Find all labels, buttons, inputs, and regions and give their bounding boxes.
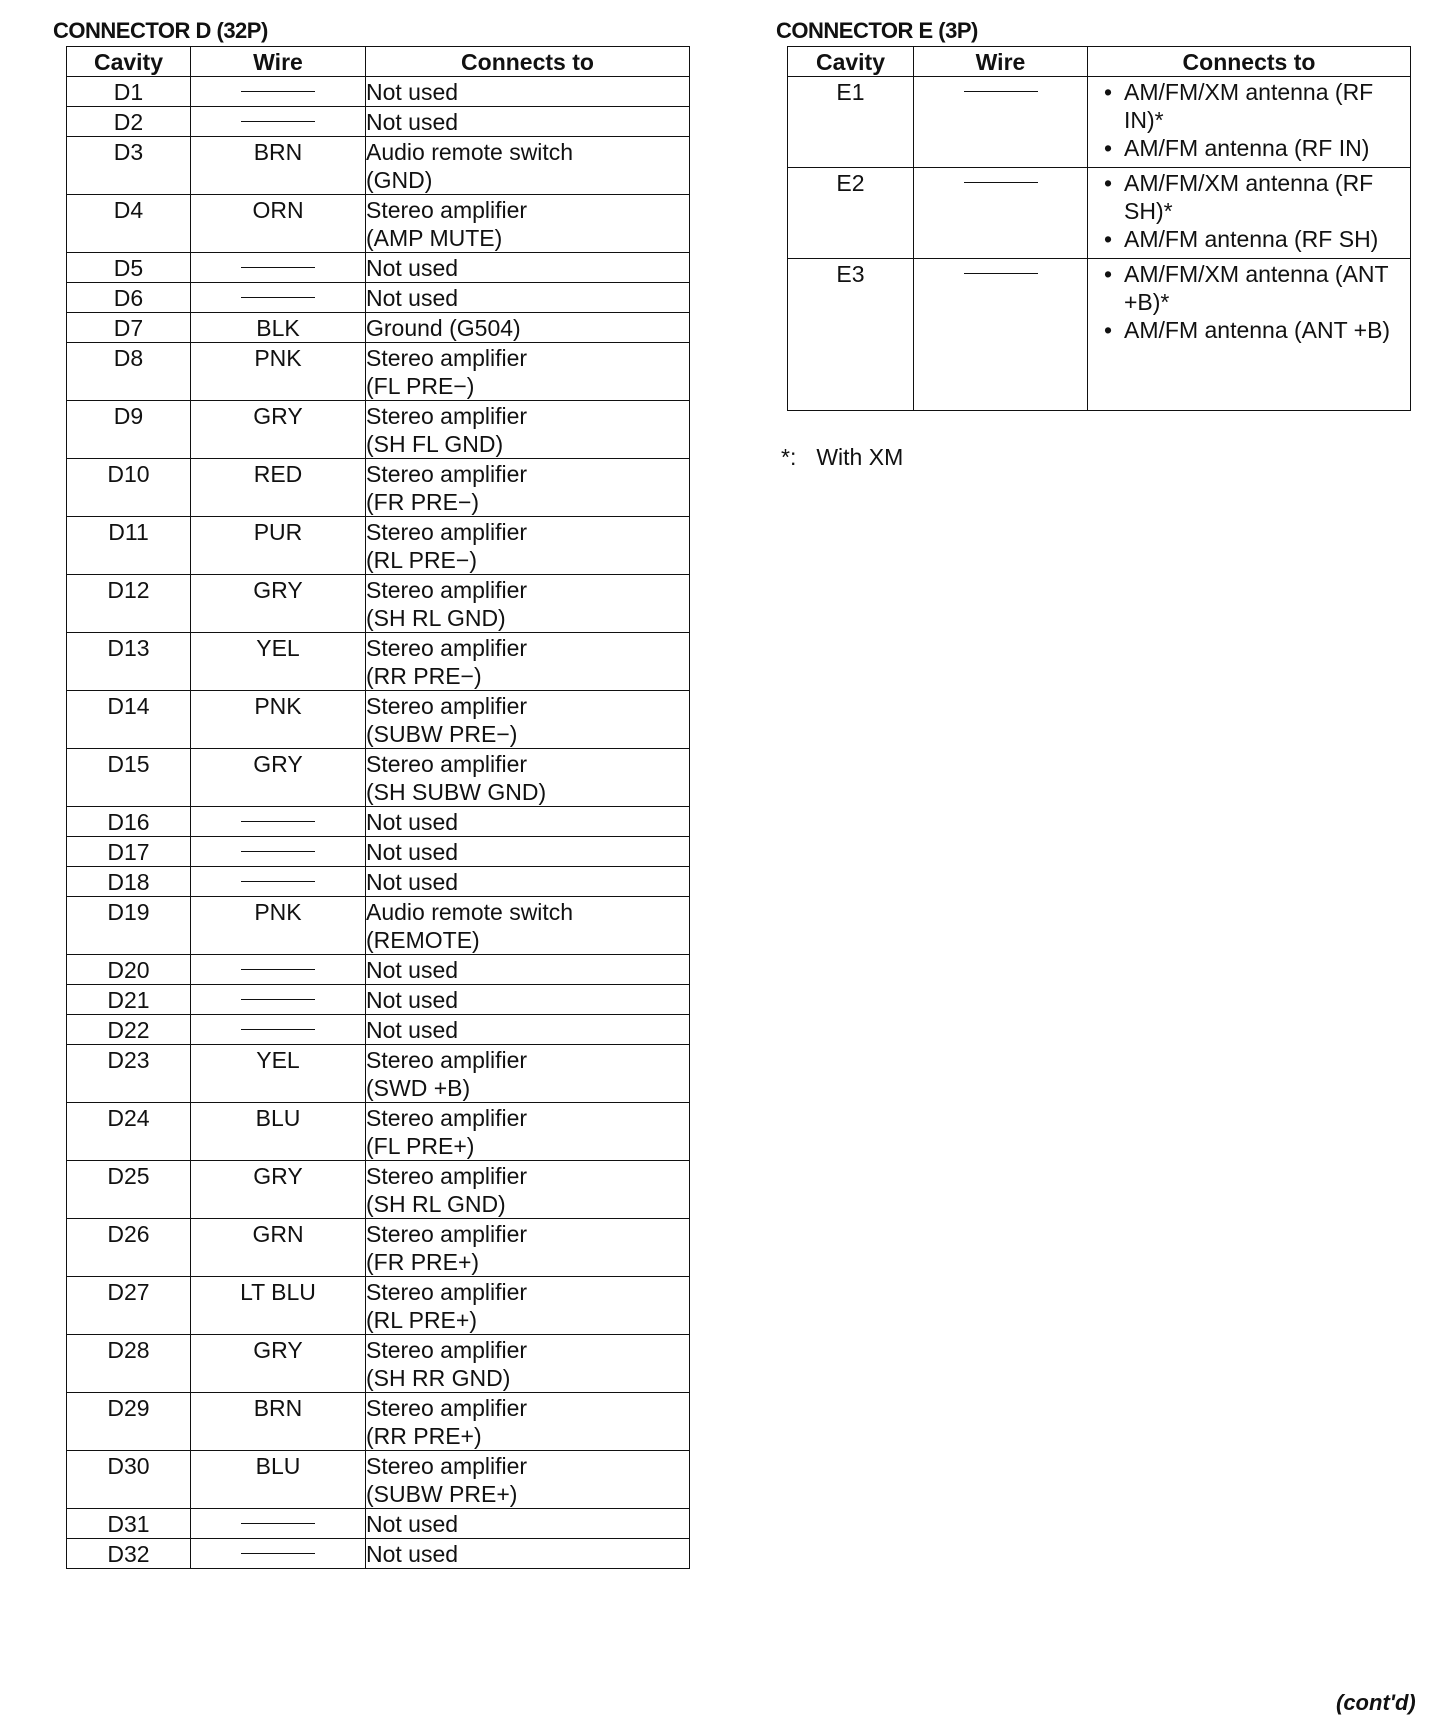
connects-to-cell: [366, 401, 690, 459]
cavity-cell: D17: [67, 837, 191, 867]
connects-to-line: (SH RL GND): [366, 605, 506, 631]
connects-to-line: Audio remote switch: [366, 899, 574, 925]
connects-to-line: Audio remote switch: [366, 139, 574, 165]
connects-to-line: Not used: [366, 1541, 459, 1567]
wire-cell: GRY: [191, 1161, 366, 1219]
wire-cell: BLU: [191, 1451, 366, 1509]
connects-to-line: (FR PRE+): [366, 1249, 480, 1275]
wire-cell: GRN: [191, 1219, 366, 1277]
table-header-row: [67, 47, 690, 77]
table-row: [67, 807, 690, 837]
cavity-cell: D8: [67, 343, 191, 401]
table-row: [67, 195, 690, 253]
table-row: [67, 749, 690, 807]
wire-cell: [191, 283, 366, 313]
cavity-cell: D23: [67, 1045, 191, 1103]
connects-to-line: Ground (G504): [366, 315, 521, 341]
connects-to-text: AM/FM antenna (RF SH): [1124, 226, 1379, 252]
connects-to-line: (FR PRE−): [366, 489, 480, 515]
connects-to-bullet: [1104, 169, 1406, 225]
connects-to-cell: [366, 691, 690, 749]
connector-e-title: CONNECTOR E (3P): [776, 18, 978, 43]
connects-to-cell: [366, 1539, 690, 1569]
cavity-cell: D1: [67, 77, 191, 107]
connects-to-cell: [366, 195, 690, 253]
connects-to-line: Stereo amplifier: [366, 1163, 528, 1189]
connects-to-bullet: [1104, 316, 1406, 344]
connects-to-line: Stereo amplifier: [366, 693, 528, 719]
table-row: [67, 1393, 690, 1451]
wire-cell: [191, 107, 366, 137]
wire-cell: PNK: [191, 343, 366, 401]
connects-to-line: (FL PRE+): [366, 1133, 475, 1159]
cavity-cell: D10: [67, 459, 191, 517]
footnote-text: With XM: [816, 444, 904, 470]
table-row: [67, 253, 690, 283]
connects-to-line: Stereo amplifier: [366, 197, 528, 223]
cavity-cell: D32: [67, 1539, 191, 1569]
connector-e-table: [787, 46, 1411, 411]
cavity-cell: D31: [67, 1509, 191, 1539]
table-row: [67, 313, 690, 343]
wire-cell: [191, 807, 366, 837]
connects-to-line: (FL PRE−): [366, 373, 475, 399]
header-cavity: Cavity: [67, 47, 191, 77]
table-row: [67, 1451, 690, 1509]
connects-to-line: (RR PRE+): [366, 1423, 482, 1449]
connects-to-cell: [366, 633, 690, 691]
cavity-cell: D30: [67, 1451, 191, 1509]
table-row: [788, 168, 1411, 259]
connects-to-line: (REMOTE): [366, 927, 480, 953]
cavity-cell: D29: [67, 1393, 191, 1451]
connects-to-cell: [366, 985, 690, 1015]
table-row: [67, 1045, 690, 1103]
table-row: [67, 283, 690, 313]
no-wire-dash: [241, 1029, 315, 1030]
cavity-cell: D24: [67, 1103, 191, 1161]
no-wire-dash: [964, 91, 1038, 92]
connects-to-cell: [366, 867, 690, 897]
connects-to-cell: [1088, 77, 1411, 168]
table-row: [67, 1015, 690, 1045]
footnote-symbol: *:: [781, 444, 797, 470]
connects-to-cell: [366, 955, 690, 985]
wire-cell: YEL: [191, 633, 366, 691]
cavity-cell: D13: [67, 633, 191, 691]
connects-to-cell: [366, 1161, 690, 1219]
wire-cell: [191, 985, 366, 1015]
wire-cell: [191, 1015, 366, 1045]
cavity-cell: D22: [67, 1015, 191, 1045]
no-wire-dash: [964, 182, 1038, 183]
no-wire-dash: [241, 851, 315, 852]
connects-to-line: Stereo amplifier: [366, 519, 528, 545]
cavity-cell: D3: [67, 137, 191, 195]
table-row: [788, 77, 1411, 168]
connects-to-cell: [366, 1509, 690, 1539]
table-row: [67, 107, 690, 137]
connects-to-cell: [366, 137, 690, 195]
connects-to-text: AM/FM/XM antenna (RF IN)*: [1124, 79, 1374, 133]
cavity-cell: D26: [67, 1219, 191, 1277]
table-header-row: [788, 47, 1411, 77]
connects-to-line: Not used: [366, 809, 459, 835]
connects-to-cell: [366, 1103, 690, 1161]
table-row: [67, 1103, 690, 1161]
connects-to-line: Stereo amplifier: [366, 1279, 528, 1305]
wire-cell: BLK: [191, 313, 366, 343]
wire-cell: PNK: [191, 897, 366, 955]
wire-cell: GRY: [191, 1335, 366, 1393]
connects-to-text: AM/FM/XM antenna (ANT +B)*: [1124, 261, 1389, 315]
continued-label: (cont'd): [1336, 1690, 1416, 1715]
table-row: [67, 955, 690, 985]
no-wire-dash: [241, 297, 315, 298]
connects-to-cell: [366, 517, 690, 575]
connects-to-bullet: [1104, 225, 1406, 253]
bullet-icon: •: [1104, 79, 1113, 105]
connects-to-line: Not used: [366, 1511, 459, 1537]
wire-cell: YEL: [191, 1045, 366, 1103]
connects-to-cell: [366, 253, 690, 283]
cavity-cell: D12: [67, 575, 191, 633]
connects-to-line: Not used: [366, 839, 459, 865]
table-row: [67, 459, 690, 517]
wire-cell: [191, 77, 366, 107]
connects-to-bullet: [1104, 260, 1406, 316]
no-wire-dash: [964, 273, 1038, 274]
wire-cell: [191, 837, 366, 867]
wire-cell: [914, 168, 1088, 259]
connects-to-cell: [366, 749, 690, 807]
table-row: [67, 691, 690, 749]
connects-to-cell: [366, 1219, 690, 1277]
footnote: [781, 444, 903, 471]
no-wire-dash: [241, 121, 315, 122]
cavity-cell: D15: [67, 749, 191, 807]
table-row: [67, 1161, 690, 1219]
wire-cell: ORN: [191, 195, 366, 253]
wire-cell: LT BLU: [191, 1277, 366, 1335]
cavity-cell: E3: [788, 259, 914, 411]
wire-cell: GRY: [191, 401, 366, 459]
connects-to-line: Not used: [366, 285, 459, 311]
wire-cell: RED: [191, 459, 366, 517]
connects-to-cell: [366, 1277, 690, 1335]
cavity-cell: D18: [67, 867, 191, 897]
wire-cell: [914, 77, 1088, 168]
connects-to-line: Stereo amplifier: [366, 1337, 528, 1363]
connects-to-line: (SH SUBW GND): [366, 779, 547, 805]
connects-to-cell: [366, 107, 690, 137]
connects-to-cell: [366, 313, 690, 343]
bullet-icon: •: [1104, 135, 1113, 161]
bullet-icon: •: [1104, 317, 1113, 343]
connects-to-line: Stereo amplifier: [366, 345, 528, 371]
connects-to-cell: [366, 897, 690, 955]
connects-to-cell: [366, 77, 690, 107]
wire-cell: [191, 253, 366, 283]
header-wire: Wire: [914, 47, 1088, 77]
no-wire-dash: [241, 821, 315, 822]
table-row: [67, 77, 690, 107]
connects-to-line: Not used: [366, 79, 459, 105]
header-connects-to: Connects to: [366, 47, 690, 77]
cavity-cell: D5: [67, 253, 191, 283]
connects-to-line: (RR PRE−): [366, 663, 482, 689]
no-wire-dash: [241, 999, 315, 1000]
connects-to-cell: [366, 837, 690, 867]
wire-cell: [191, 1539, 366, 1569]
connects-to-cell: [1088, 259, 1411, 411]
connects-to-line: Stereo amplifier: [366, 577, 528, 603]
wire-cell: [191, 1509, 366, 1539]
cavity-cell: D11: [67, 517, 191, 575]
table-row: [788, 259, 1411, 411]
table-row: [67, 837, 690, 867]
wire-cell: GRY: [191, 575, 366, 633]
cavity-cell: D28: [67, 1335, 191, 1393]
connects-to-line: Stereo amplifier: [366, 751, 528, 777]
table-row: [67, 575, 690, 633]
connects-to-line: Stereo amplifier: [366, 1221, 528, 1247]
table-row: [67, 867, 690, 897]
connects-to-cell: [366, 1045, 690, 1103]
bullet-icon: •: [1104, 261, 1113, 287]
connects-to-line: Stereo amplifier: [366, 1453, 528, 1479]
connects-to-line: Not used: [366, 1017, 459, 1043]
cavity-cell: D4: [67, 195, 191, 253]
connects-to-line: (SH RL GND): [366, 1191, 506, 1217]
connects-to-cell: [366, 1451, 690, 1509]
wire-cell: [191, 955, 366, 985]
wire-cell: PUR: [191, 517, 366, 575]
connects-to-line: Stereo amplifier: [366, 1395, 528, 1421]
cavity-cell: E1: [788, 77, 914, 168]
connects-to-line: (SH FL GND): [366, 431, 504, 457]
cavity-cell: D27: [67, 1277, 191, 1335]
wire-cell: [191, 867, 366, 897]
no-wire-dash: [241, 267, 315, 268]
connects-to-text: AM/FM antenna (RF IN): [1124, 135, 1370, 161]
cavity-cell: D20: [67, 955, 191, 985]
connector-d-title: CONNECTOR D (32P): [53, 18, 268, 43]
connects-to-line: (RL PRE−): [366, 547, 477, 573]
connects-to-line: (SUBW PRE+): [366, 1481, 518, 1507]
connects-to-line: Stereo amplifier: [366, 635, 528, 661]
wire-cell: PNK: [191, 691, 366, 749]
connects-to-text: AM/FM/XM antenna (RF SH)*: [1124, 170, 1374, 224]
table-row: [67, 1335, 690, 1393]
cavity-cell: D25: [67, 1161, 191, 1219]
wire-cell: BRN: [191, 1393, 366, 1451]
connects-to-line: Not used: [366, 869, 459, 895]
connects-to-cell: [366, 1015, 690, 1045]
cavity-cell: D6: [67, 283, 191, 313]
table-row: [67, 401, 690, 459]
connects-to-cell: [1088, 168, 1411, 259]
connects-to-line: Not used: [366, 957, 459, 983]
connects-to-cell: [366, 343, 690, 401]
connects-to-line: (SH RR GND): [366, 1365, 511, 1391]
cavity-cell: D14: [67, 691, 191, 749]
connects-to-cell: [366, 459, 690, 517]
cavity-cell: D16: [67, 807, 191, 837]
connects-to-cell: [366, 283, 690, 313]
connects-to-line: Stereo amplifier: [366, 461, 528, 487]
cavity-cell: D9: [67, 401, 191, 459]
no-wire-dash: [241, 1553, 315, 1554]
no-wire-dash: [241, 91, 315, 92]
connects-to-line: Not used: [366, 255, 459, 281]
connects-to-bullet: [1104, 78, 1406, 134]
no-wire-dash: [241, 1523, 315, 1524]
connects-to-cell: [366, 1335, 690, 1393]
header-cavity: Cavity: [788, 47, 914, 77]
table-row: [67, 1539, 690, 1569]
table-row: [67, 633, 690, 691]
cavity-cell: D7: [67, 313, 191, 343]
connects-to-line: (AMP MUTE): [366, 225, 503, 251]
wire-cell: BLU: [191, 1103, 366, 1161]
wire-cell: GRY: [191, 749, 366, 807]
header-connects-to: Connects to: [1088, 47, 1411, 77]
connects-to-text: AM/FM antenna (ANT +B): [1124, 317, 1391, 343]
table-row: [67, 343, 690, 401]
bullet-icon: •: [1104, 170, 1113, 196]
connects-to-cell: [366, 807, 690, 837]
connects-to-line: Not used: [366, 109, 459, 135]
connects-to-line: (SUBW PRE−): [366, 721, 518, 747]
cavity-cell: D2: [67, 107, 191, 137]
connects-to-line: Stereo amplifier: [366, 1105, 528, 1131]
cavity-cell: E2: [788, 168, 914, 259]
table-row: [67, 1277, 690, 1335]
cavity-cell: D19: [67, 897, 191, 955]
connects-to-cell: [366, 575, 690, 633]
wire-cell: BRN: [191, 137, 366, 195]
table-row: [67, 1509, 690, 1539]
bullet-icon: •: [1104, 226, 1113, 252]
connects-to-bullet: [1104, 134, 1406, 162]
connects-to-line: Not used: [366, 987, 459, 1013]
connects-to-line: (GND): [366, 167, 433, 193]
wire-cell: [914, 259, 1088, 411]
no-wire-dash: [241, 969, 315, 970]
table-row: [67, 517, 690, 575]
connects-to-line: (SWD +B): [366, 1075, 471, 1101]
connects-to-line: Stereo amplifier: [366, 403, 528, 429]
connects-to-line: (RL PRE+): [366, 1307, 477, 1333]
connects-to-cell: [366, 1393, 690, 1451]
table-row: [67, 985, 690, 1015]
table-row: [67, 137, 690, 195]
table-row: [67, 1219, 690, 1277]
no-wire-dash: [241, 881, 315, 882]
table-row: [67, 897, 690, 955]
header-wire: Wire: [191, 47, 366, 77]
connector-d-table: [66, 46, 690, 1569]
connects-to-line: Stereo amplifier: [366, 1047, 528, 1073]
cavity-cell: D21: [67, 985, 191, 1015]
